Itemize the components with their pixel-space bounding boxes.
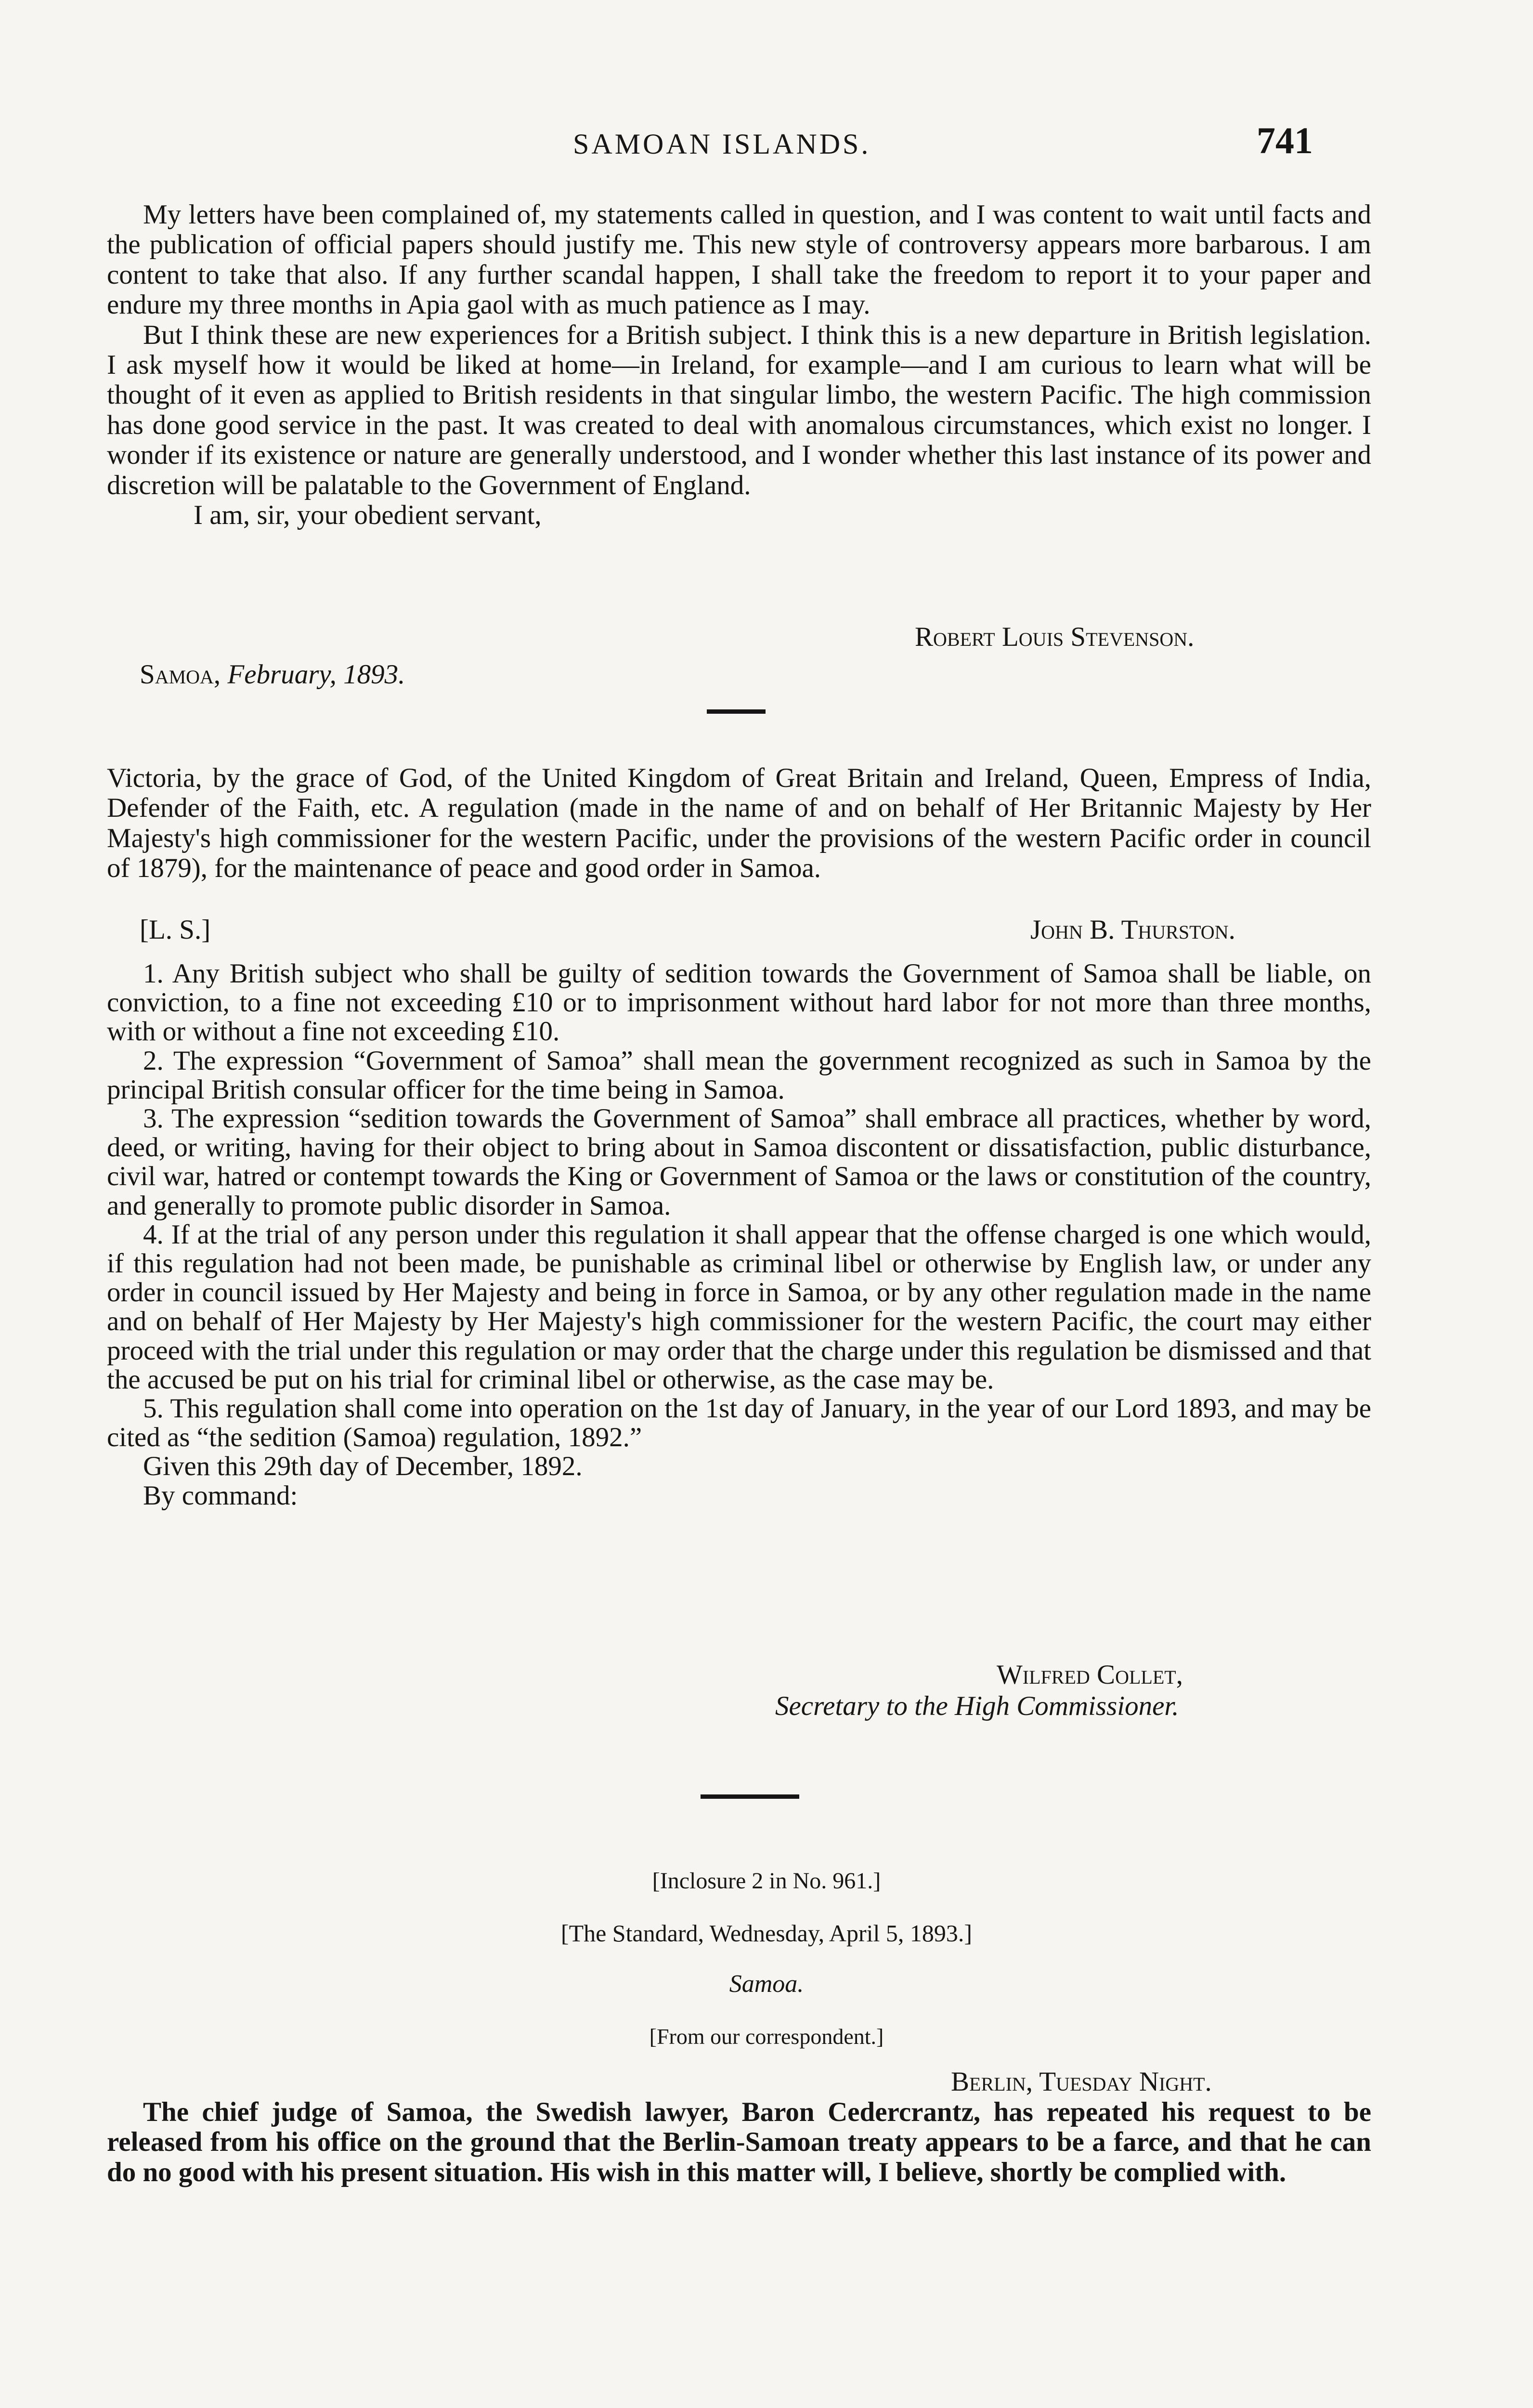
letter-place: Samoa, [140,659,221,690]
seal-mark [140,914,210,945]
letter-paragraph-2: But I think these are new experiences for a British subject. I think this is a new departure in British legislation. I ask myself how it would be liked at home—in Ireland, for example—and I am curious to learn what will be thought of it even as applied to British residents in that singular limbo, the western Pacific. The high commission has done good service in the past. It was created to deal with anomalous circumstances, which exist no longer. I wonder if its existence or nature are generally understood, and I wonder whether this last instance of its power and discretion will be palatable to the Government of England. [107,319,1371,500]
letter-date: February, 1893. [227,659,405,690]
clause-2: 2. The expression “Government of Samoa” shall mean the government recognized as such in Samoa by the principal British consular officer for the time being in Samoa. [107,1045,1371,1105]
inclosure-rule [701,1794,799,1799]
regulation-given: Given this 29th day of December, 1892. [143,1451,583,1482]
regulation-preamble-block [107,763,1371,884]
regulation-clauses [107,959,1371,1510]
regulation-issuer: John B. Thurston. [1030,915,1235,945]
clause-5: 5. This regulation shall come into operation on the 1st day of January, in the year of our Lord 1893, and may be cited as “the sedition (Samoa) regulation, 1892.” [107,1393,1371,1453]
regulation-preamble: Victoria, by the grace of God, of the United Kingdom of Great Britain and Ireland, Queen, Empress of India, Defender of the Faith, etc. A regulation (made in the name of and on behalf of Her Britannic Majesty by Her Majesty's high commissioner for the western Pacific, under the provisions of the western Pacific order in council of 1879), for the maintenance of peace and good order in Samoa. [107,763,1371,884]
signatory-name: Wilfred Collet, [997,1660,1183,1690]
page-header [0,119,1533,166]
inclosure-body [107,2097,1371,2187]
letter-paragraph-1: My letters have been complained of, my statements called in question, and I was content to wait until facts and the publication of official papers should justify me. This new style of controversy appears more barbarous. I am content to take that also. If any further scandal happen, I shall take the freedom to report it to your paper and endure my three months in Apia gaol with as much patience as I may. [107,199,1371,320]
inclosure-byline: [From our correspondent.] [649,2024,884,2049]
inclosure-source: [The Standard, Wednesday, April 5, 1893.] [560,1920,973,1947]
page-number: 741 [1257,119,1313,161]
clause-3: 3. The expression “sedition towards the Government of Samoa” shall embrace all practices, whether by word, deed, or writing, having for their object to bring about in Samoa discontent or dissatisfaction, public disturbance, civil war, hatred or contempt towards the King or Government of Samoa or the laws or constitution of the country, and generally to promote public disorder in Samoa. [107,1103,1371,1221]
regulation-by-command: By command: [143,1480,298,1511]
inclosure-label: [Inclosure 2 in No. 961.] [652,1868,881,1894]
section-rule [707,709,766,714]
inclosure-dateline: Berlin, Tuesday Night. [951,2067,1212,2097]
inclosure-heading: Samoa. [729,1970,804,1998]
clause-4: 4. If at the trial of any person under this regulation it shall appear that the offense charged is one which would, if this regulation had not been made, be punishable as criminal libel or otherwise by English law, or under any order in council issued by Her Majesty and being in force in Samoa, or by any other regulation made in the name and on behalf of Her Majesty by Her Majesty's high commissioner for the western Pacific, the court may either proceed with the trial under this regulation or may order that the charge under this regulation be dismissed and that the accused be put on his trial for criminal libel or otherwise, as the case may be. [107,1219,1371,1395]
letter-signature: Robert Louis Stevenson. [915,622,1195,652]
inclosure-paragraph: The chief judge of Samoa, the Swedish lawyer, Baron Cedercrantz, has repeated his request to be released from his office on the ground that the Berlin-Samoan treaty appears to be a farce, and that he can do no good with his present situation. His wish in this matter will, I believe, shortly be complied with. [107,2097,1371,2187]
letter-closing: I am, sir, your obedient servant, [194,500,542,531]
letter-dateline [140,659,405,690]
clause-1: 1. Any British subject who shall be guilty of sedition towards the Government of Samoa shall be liable, on conviction, to a fine not exceeding £10 or to imprisonment without hard labor for not more than three months, with or without a fine not exceeding £10. [107,958,1371,1047]
letter-body [107,200,1371,530]
signatory-title: Secretary to the High Commissioner. [775,1691,1179,1721]
running-head: SAMOAN ISLANDS. [573,128,871,160]
seal-label: [L. S.] [140,915,211,945]
